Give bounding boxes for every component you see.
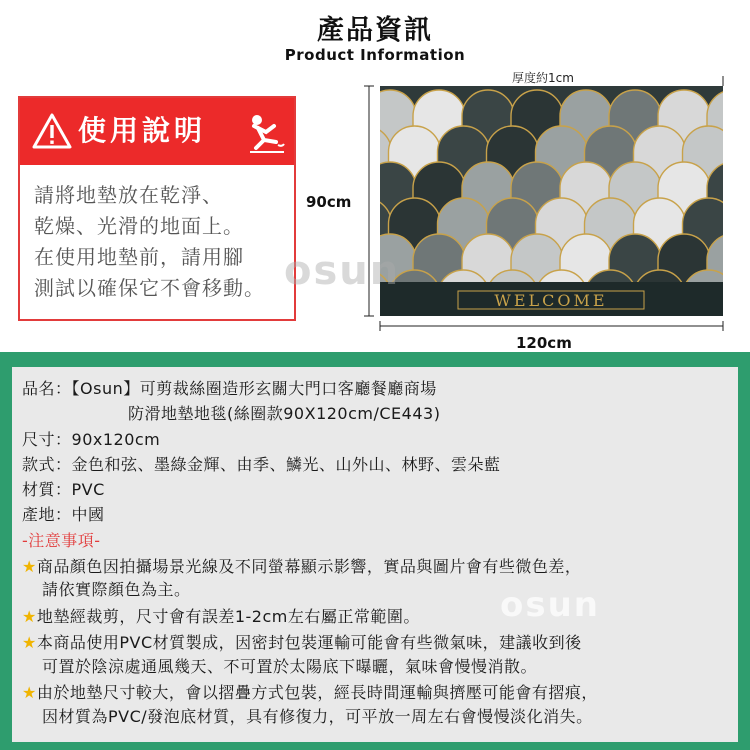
star-icon: ★	[22, 557, 37, 576]
note-item	[22, 633, 582, 653]
usage-line: 測試以確保它不會移動。	[34, 276, 265, 300]
thickness-label: 厚度約1cm	[512, 71, 574, 85]
star-icon: ★	[22, 683, 37, 702]
spec-style-value: 金色和弦、墨綠金輝、由季、鱗光、山外山、林野、雲朵藍	[71, 455, 501, 474]
bottom-section	[0, 352, 750, 750]
spec-material-row	[22, 480, 105, 500]
note-text: 商品顏色因拍攝場景光線及不同螢幕顯示影響，實品與圖片會有些微色差，	[36, 557, 582, 576]
note-text: 由於地墊尺寸較大，會以摺疊方式包裝，經長時間運輸與擠壓可能會有摺痕，	[36, 683, 598, 702]
usage-line: 乾燥、光滑的地面上。	[34, 214, 244, 238]
spec-name-value: 【Osun】可剪裁絲圈造形玄關大門口客廳餐廳商場	[71, 379, 437, 398]
spec-origin-value: 中國	[71, 505, 105, 524]
spec-size-label: 尺寸：	[22, 430, 72, 449]
note-text: 本商品使用PVC材質製成，因密封包裝運輸可能會有些微氣味，建議收到後	[36, 633, 582, 652]
spec-origin-row	[22, 505, 105, 525]
doormat-image	[380, 86, 723, 316]
spec-name-row	[22, 379, 437, 399]
spec-size-row	[22, 430, 160, 450]
spec-material-value: PVC	[71, 480, 105, 499]
spec-style-row	[22, 455, 501, 475]
spec-origin-label: 產地：	[22, 505, 72, 524]
top-section	[0, 0, 750, 352]
star-icon: ★	[22, 607, 37, 626]
page-title: 產品資訊	[317, 15, 433, 46]
note-item	[22, 557, 581, 577]
usage-line: 請將地墊放在乾淨、	[34, 183, 223, 207]
star-icon: ★	[22, 633, 37, 652]
spec-size-value: 90x120cm	[71, 430, 161, 449]
spec-name-row-2: 防滑地墊地毯(絲圈款90X120cm/CE443)	[128, 404, 441, 423]
note-text-continued: 請依實際顏色為主。	[42, 580, 191, 599]
notes-heading: -注意事項-	[22, 531, 101, 550]
spec-material-label: 材質：	[22, 480, 72, 499]
note-text-continued: 可置於陰涼處通風幾天、不可置於太陽底下曝曬，氣味會慢慢消散。	[42, 657, 538, 676]
note-item	[22, 607, 420, 627]
mat-welcome-text: WELCOME	[494, 291, 608, 310]
height-dimension-label: 90cm	[306, 193, 352, 211]
spec-style-label: 款式：	[22, 455, 72, 474]
usage-card-title: 使用說明	[78, 114, 207, 147]
note-text-continued: 因材質為PVC/發泡底材質，具有修復力，可平放一周左右會慢慢淡化消失。	[42, 707, 593, 726]
page-subtitle: Product Information	[284, 46, 466, 64]
osun-watermark: osun	[500, 585, 601, 625]
note-item	[22, 683, 598, 703]
width-dimension-label: 120cm	[516, 334, 572, 352]
note-text: 地墊經裁剪，尺寸會有誤差1-2cm左右屬正常範圍。	[36, 607, 420, 626]
usage-line: 在使用地墊前，請用腳	[34, 245, 244, 269]
osun-watermark: osun	[284, 248, 401, 294]
spec-panel	[12, 367, 738, 742]
spec-name-label: 品名：	[22, 379, 72, 398]
